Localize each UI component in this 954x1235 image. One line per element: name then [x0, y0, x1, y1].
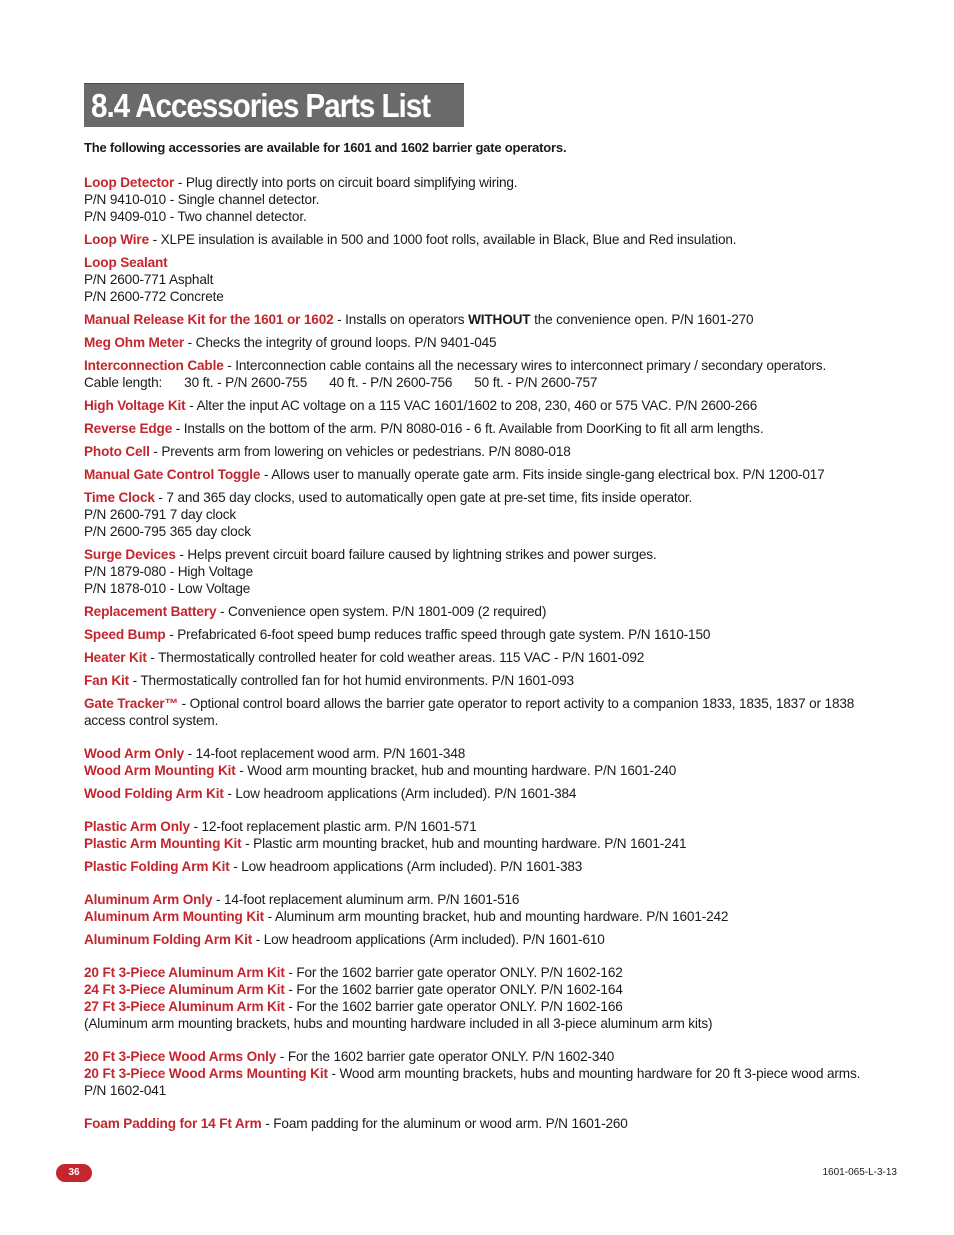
- item-term: Photo Cell: [84, 444, 150, 459]
- item-line: P/N 2600-772 Concrete: [84, 289, 224, 304]
- item-term: Manual Gate Control Toggle: [84, 467, 261, 482]
- item-desc: - Low headroom applications (Arm included). P/N 1601-383: [229, 859, 583, 874]
- item-term: Plastic Arm Mounting Kit: [84, 836, 242, 851]
- item-desc: - 14-foot replacement aluminum arm. P/N 1601-516: [212, 892, 520, 907]
- list-item: [84, 1065, 874, 1099]
- item-term: 20 Ft 3-Piece Aluminum Arm Kit: [84, 965, 285, 980]
- item-desc: - Installs on operators: [333, 312, 469, 327]
- item-term: 24 Ft 3-Piece Aluminum Arm Kit: [84, 982, 285, 997]
- list-item: [84, 420, 874, 437]
- item-term: Speed Bump: [84, 627, 166, 642]
- item-term: Meg Ohm Meter: [84, 335, 185, 350]
- list-item: [84, 818, 874, 835]
- item-term: Time Clock: [84, 490, 155, 505]
- list-item: [84, 1048, 874, 1065]
- item-note: (Aluminum arm mounting brackets, hubs and mounting hardware included in all 3-piece aluminum arm kits): [84, 1016, 713, 1031]
- item-desc: - For the 1602 barrier gate operator ONLY. P/N 1602-166: [284, 999, 623, 1014]
- item-desc: - Optional control board allows the barrier gate operator to report activity to a companion 1833, 1835, 1837 or 1838 access control system.: [84, 696, 855, 728]
- item-term: Fan Kit: [84, 673, 130, 688]
- item-term: Plastic Arm Only: [84, 819, 190, 834]
- item-term: Surge Devices: [84, 547, 176, 562]
- list-item: [84, 231, 874, 248]
- item-desc: - 7 and 365 day clocks, used to automatically open gate at pre-set time, fits inside operator.: [154, 490, 693, 505]
- item-term: Wood Arm Mounting Kit: [84, 763, 236, 778]
- item-desc: - Alter the input AC voltage on a 115 VAC 1601/1602 to 208, 230, 460 or 575 VAC. P/N 2600-266: [185, 398, 758, 413]
- item-term: Aluminum Arm Only: [84, 892, 213, 907]
- item-desc: - Convenience open system. P/N 1801-009 (2 required): [216, 604, 547, 619]
- item-term: Aluminum Arm Mounting Kit: [84, 909, 264, 924]
- list-item: [84, 908, 874, 925]
- list-item: [84, 785, 874, 802]
- item-term: 27 Ft 3-Piece Aluminum Arm Kit: [84, 999, 285, 1014]
- page-title: 8.4 Accessories Parts List: [91, 87, 430, 124]
- item-term: Loop Sealant: [84, 255, 168, 270]
- item-line: P/N 2600-795 365 day clock: [84, 524, 251, 539]
- item-desc: - Helps prevent circuit board failure caused by lightning strikes and power surges.: [175, 547, 657, 562]
- item-desc: - Wood arm mounting brackets, hubs and mounting hardware for 20 ft 3-piece wood arms. P/N 1602-041: [84, 1066, 861, 1098]
- list-item: [84, 695, 874, 729]
- list-item: [84, 489, 874, 540]
- list-item: [84, 998, 874, 1032]
- item-desc: - Foam padding for the aluminum or wood arm. P/N 1601-260: [261, 1116, 628, 1131]
- item-term: Loop Wire: [84, 232, 149, 247]
- item-desc: - 14-foot replacement wood arm. P/N 1601-348: [184, 746, 466, 761]
- item-term: Manual Release Kit for the 1601 or 1602: [84, 312, 334, 327]
- item-desc: - Low headroom applications (Arm included). P/N 1601-610: [252, 932, 605, 947]
- list-item: [84, 835, 874, 852]
- item-desc: - Prefabricated 6-foot speed bump reduces traffic speed through gate system. P/N 1610-150: [165, 627, 711, 642]
- item-line: P/N 1879-080 - High Voltage: [84, 564, 254, 579]
- list-item: [84, 858, 874, 875]
- list-item: [84, 931, 874, 948]
- item-term: 20 Ft 3-Piece Wood Arms Only: [84, 1049, 277, 1064]
- item-desc: - Allows user to manually operate gate arm. Fits inside single-gang electrical box. P/N 1200-017: [260, 467, 825, 482]
- item-term: Interconnection Cable: [84, 358, 224, 373]
- item-desc: - Low headroom applications (Arm included). P/N 1601-384: [223, 786, 577, 801]
- item-desc: - For the 1602 barrier gate operator ONLY. P/N 1602-164: [284, 982, 623, 997]
- item-desc: - Interconnection cable contains all the necessary wires to interconnect primary / secondary operators.: [223, 358, 827, 373]
- list-item: [84, 466, 874, 483]
- item-term: 20 Ft 3-Piece Wood Arms Mounting Kit: [84, 1066, 328, 1081]
- list-item: [84, 254, 874, 305]
- item-desc: - Prevents arm from lowering on vehicles or pedestrians. P/N 8080-018: [149, 444, 571, 459]
- item-line: P/N 2600-771 Asphalt: [84, 272, 214, 287]
- item-desc: - For the 1602 barrier gate operator ONLY. P/N 1602-162: [284, 965, 623, 980]
- item-desc: - 12-foot replacement plastic arm. P/N 1601-571: [189, 819, 477, 834]
- item-line: P/N 2600-791 7 day clock: [84, 507, 237, 522]
- cable-option: 40 ft. - P/N 2600-756: [329, 375, 453, 390]
- item-desc: the convenience open. P/N 1601-270: [530, 312, 754, 327]
- list-item: [84, 649, 874, 666]
- item-desc: - For the 1602 barrier gate operator ONLY. P/N 1602-340: [276, 1049, 615, 1064]
- item-term: Wood Folding Arm Kit: [84, 786, 224, 801]
- intro-text: The following accessories are available for 1601 and 1602 barrier gate operators.: [84, 140, 567, 155]
- item-desc: - Plug directly into ports on circuit board simplifying wiring.: [174, 175, 518, 190]
- item-line: P/N 9409-010 - Two channel detector.: [84, 209, 307, 224]
- item-line: P/N 9410-010 - Single channel detector.: [84, 192, 320, 207]
- item-term: Foam Padding for 14 Ft Arm: [84, 1116, 262, 1131]
- list-item: [84, 672, 874, 689]
- item-term: Plastic Folding Arm Kit: [84, 859, 230, 874]
- list-item: [84, 891, 874, 908]
- cable-option: 50 ft. - P/N 2600-757: [474, 375, 598, 390]
- list-item: [84, 397, 874, 414]
- section-title-box: [84, 83, 464, 127]
- parts-list: [84, 174, 874, 1138]
- item-term: Replacement Battery: [84, 604, 217, 619]
- item-desc: - Checks the integrity of ground loops. P/N 9401-045: [184, 335, 497, 350]
- item-term: Heater Kit: [84, 650, 147, 665]
- item-desc: - Wood arm mounting bracket, hub and mounting hardware. P/N 1601-240: [235, 763, 677, 778]
- item-term: Gate Tracker™: [84, 696, 179, 711]
- document-code: 1601-065-L-3-13: [822, 1167, 897, 1178]
- list-item: [84, 762, 874, 779]
- list-item: [84, 443, 874, 460]
- list-item: [84, 1115, 874, 1132]
- list-item: [84, 745, 874, 762]
- item-term: High Voltage Kit: [84, 398, 186, 413]
- cable-lengths: [84, 374, 874, 391]
- list-item: [84, 174, 874, 225]
- list-item: [84, 546, 874, 597]
- page-number: 36: [56, 1164, 92, 1182]
- cable-label: Cable length:: [84, 375, 163, 390]
- list-item: [84, 964, 874, 981]
- item-term: Aluminum Folding Arm Kit: [84, 932, 253, 947]
- item-term: Loop Detector: [84, 175, 175, 190]
- item-desc: - Installs on the bottom of the arm. P/N 8080-016 - 6 ft. Available from DoorKing to fit all arm lengths.: [172, 421, 764, 436]
- item-term: Reverse Edge: [84, 421, 173, 436]
- item-desc: - Thermostatically controlled fan for hot humid environments. P/N 1601-093: [129, 673, 574, 688]
- item-desc: - Aluminum arm mounting bracket, hub and mounting hardware. P/N 1601-242: [264, 909, 729, 924]
- item-desc: - Thermostatically controlled heater for cold weather areas. 115 VAC - P/N 1601-092: [146, 650, 645, 665]
- list-item: [84, 311, 874, 328]
- list-item: [84, 981, 874, 998]
- list-item: [84, 357, 874, 391]
- item-line: P/N 1878-010 - Low Voltage: [84, 581, 251, 596]
- item-term: Wood Arm Only: [84, 746, 185, 761]
- item-desc: - Plastic arm mounting bracket, hub and mounting hardware. P/N 1601-241: [241, 836, 687, 851]
- item-desc: - XLPE insulation is available in 500 and 1000 foot rolls, available in Black, Blue and Red insulation.: [148, 232, 737, 247]
- list-item: [84, 626, 874, 643]
- item-emphasis: WITHOUT: [468, 312, 531, 327]
- list-item: [84, 603, 874, 620]
- list-item: [84, 334, 874, 351]
- cable-option: 30 ft. - P/N 2600-755: [184, 375, 308, 390]
